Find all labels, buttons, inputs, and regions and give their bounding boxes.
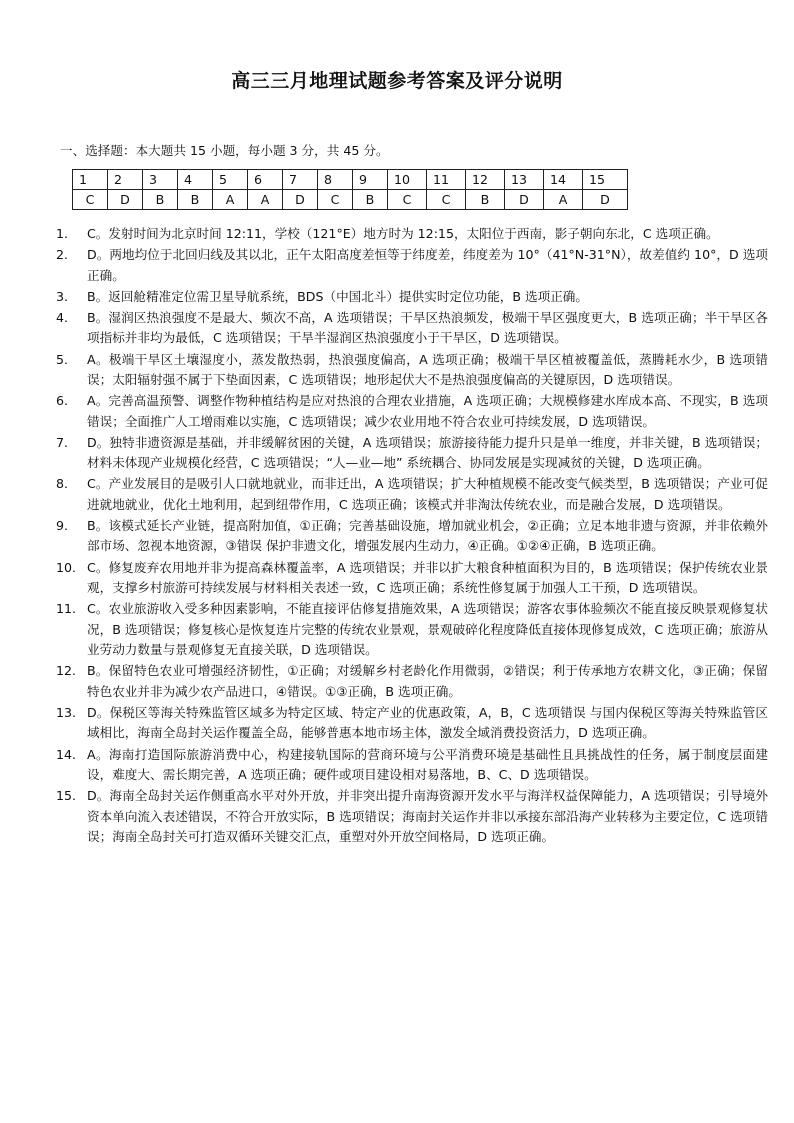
explanation-item [56,245,768,286]
answer-cell: A [213,190,248,210]
item-number: 11. [56,601,77,617]
explanation-list [56,224,768,848]
explanation-item [56,703,768,744]
item-text: C。产业发展目的是吸引人口就地就业，而非迁出，A 选项错误；扩大种植规模不能改变气候类型，B 选项错误；产业可促进就地就业，优化土地利用，起到纽带作用，C 选项正确；该模式并非淘汰传统农业，而是融合发展，D 选项错误。 [87,476,768,512]
answer-cell: D [108,190,143,210]
item-number: 2. [56,247,69,263]
question-number-cell: 13 [505,170,544,190]
answer-cell: D [505,190,544,210]
item-number: 7. [56,434,69,450]
item-text: C。修复废弃农用地并非为提高森林覆盖率，A 选项错误；并非以扩大粮食种植面积为目的，B 选项错误；保护传统农业景观，支撑乡村旅游可持续发展与材料相关表述一致，C 选项正确；系统性修复属于加强人工干预，D 选项错误。 [87,559,768,596]
answer-cell: A [544,190,583,210]
item-text: A。完善高温预警、调整作物种植结构是应对热浪的合理农业措施，A 选项正确；大规模修建水库成本高、不现实，B 选项错误；全面推广人工增雨难以实施，C 选项错误；减少农业用地不符合农业可持续发展，D 选项错误。 [87,393,768,429]
question-number-cell: 12 [466,170,505,190]
answer-cell: C [318,190,353,210]
item-text: B。该模式延长产业链，提高附加值，①正确；完善基础设施，增加就业机会，②正确；立足本地非遗与资源，并非依赖外部市场、忽视本地资源，③错误 保护非遗文化，增强发展内生动力，④正确。①②④正确，B 选项正确。 [87,518,768,554]
item-text: C。农业旅游收入受多种因素影响，不能直接评估修复措施效果，A 选项错误；游客农事体验频次不能直接反映景观修复状况，B 选项错误；修复核心是恢复连片完整的传统农业景观，景观破碎化程度降低直接体现修复成效，C 选项正确；旅游从业劳动力数量与景观修复无直接关联，D 选项错误。 [87,601,768,658]
explanation-item [56,599,768,660]
question-number-cell: 4 [178,170,213,190]
item-text: C。发射时间为北京时间 12:11，学校（121°E）地方时为 12:15，太阳位于西南，影子朝向东北，C 选项正确。 [87,226,719,241]
explanation-item [56,391,768,432]
item-number: 10. [56,559,77,575]
question-number-cell: 14 [544,170,583,190]
item-number: 15. [56,788,77,804]
question-number-cell: 9 [353,170,388,190]
document-title: 高三三月地理试题参考答案及评分说明 [231,70,563,92]
item-number: 9. [56,518,69,534]
item-text: A。极端干旱区土壤湿度小，蒸发散热弱，热浪强度偏高，A 选项正确；极端干旱区植被覆盖低，蒸腾耗水少，B 选项错误；太阳辐射强不属于下垫面因素，C 选项错误；地形起伏大不是热浪强度偏高的关键原因，D 选项错误。 [87,351,768,388]
answer-table-answer-row [73,190,628,210]
question-number-cell: 7 [283,170,318,190]
explanation-item [56,308,768,349]
answer-table-number-row [73,170,628,190]
explanation-item [56,433,768,474]
answer-cell: B [466,190,505,210]
answer-cell: C [388,190,427,210]
item-number: 13. [56,704,77,720]
question-number-cell: 15 [583,170,628,190]
explanation-item [56,474,768,515]
answer-cell: A [248,190,283,210]
question-number-cell: 6 [248,170,283,190]
answer-cell: C [73,190,108,210]
explanation-item [56,224,768,244]
item-text: D。两地均位于北回归线及其以北，正午太阳高度差恒等于纬度差，纬度差为 10°（41°N-31°N），故差值约 10°，D 选项正确。 [87,247,768,283]
item-number: 12. [56,663,77,679]
item-number: 14. [56,746,77,762]
explanation-item [56,786,768,847]
explanation-item [56,745,768,786]
answer-table [72,169,628,210]
explanation-item [56,661,768,702]
item-number: 6. [56,393,69,409]
item-text: B。湿润区热浪强度不是最大、频次不高，A 选项错误；干旱区热浪频发，极端干旱区强度更大，B 选项正确；半干旱区各项指标并非均为最低，C 选项错误；干旱半湿润区热浪强度小于干旱区，D 选项错误。 [87,310,768,346]
section-heading: 一、选择题：本大题共 15 小题，每小题 3 分，共 45 分。 [60,143,389,158]
item-text: D。海南全岛封关运作侧重高水平对外开放，并非突出提升南海资源开发水平与海洋权益保障能力，A 选项错误；引导境外资本单向流入表述错误，不符合开放实际，B 选项错误；海南封关运作并非以承接东部沿海产业转移为主要定位，C 选项错误；海南全岛封关可打造双循环关键交汇点，重塑对外开放空间格局，D 选项正确。 [87,788,768,844]
question-number-cell: 2 [108,170,143,190]
item-number: 4. [56,310,69,326]
answer-cell: B [178,190,213,210]
item-number: 3. [56,288,69,304]
explanation-item [56,287,768,307]
item-text: D。保税区等海关特殊监管区域多为特定区域、特定产业的优惠政策，A，B，C 选项错误 与国内保税区等海关特殊监管区域相比，海南全岛封关运作覆盖全岛，能够普惠本地市场主体，激发全域消费投资活力，D 选项正确。 [87,704,768,741]
answer-cell: C [427,190,466,210]
question-number-cell: 11 [427,170,466,190]
answer-cell: B [353,190,388,210]
question-number-cell: 8 [318,170,353,190]
item-text: D。独特非遗资源是基础，并非缓解贫困的关键，A 选项错误；旅游接待能力提升只是单一维度，并非关键，B 选项错误；材料未体现产业规模化经营，C 选项错误；“人—业—地” 系统耦合、协同发展是实现减贫的关键，D 选项正确。 [87,434,768,471]
item-number: 8. [56,476,69,492]
item-number: 5. [56,351,69,367]
item-number: 1. [56,226,69,241]
answer-cell: D [583,190,628,210]
item-text: A。海南打造国际旅游消费中心，构建接轨国际的营商环境与公平消费环境是基础性且具挑战性的任务，属于制度层面建设，难度大、需长期完善，A 选项正确；硬件或项目建设相对易落地，B、C、D 选项错误。 [87,746,768,782]
question-number-cell: 5 [213,170,248,190]
question-number-cell: 1 [73,170,108,190]
explanation-item [56,516,768,557]
item-text: B。返回舱精准定位需卫星导航系统，BDS（中国北斗）提供实时定位功能，B 选项正确。 [87,288,588,304]
answer-cell: D [283,190,318,210]
explanation-item [56,350,768,391]
answer-cell: B [143,190,178,210]
question-number-cell: 3 [143,170,178,190]
question-number-cell: 10 [388,170,427,190]
item-text: B。保留特色农业可增强经济韧性，①正确；对缓解乡村老龄化作用微弱，②错误；利于传承地方农耕文化，③正确；保留特色农业并非为减少农产品进口，④错误。①③正确，B 选项正确。 [87,663,768,699]
explanation-item [56,558,768,599]
